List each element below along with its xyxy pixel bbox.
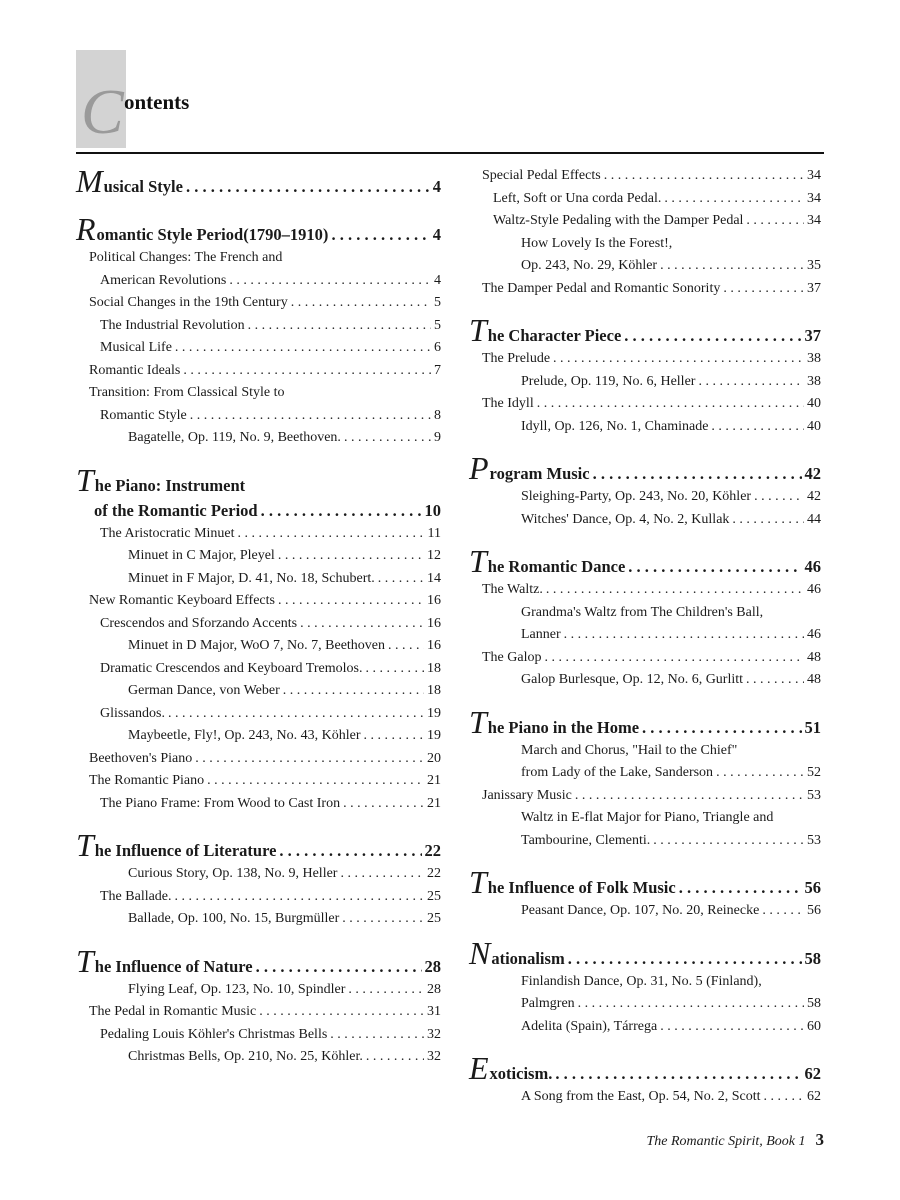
toc-entry	[469, 210, 821, 233]
leader-dots	[168, 703, 424, 726]
leader-dots	[229, 270, 431, 293]
toc-entry	[76, 523, 441, 546]
entry-title: New Romantic Keyboard Effects	[89, 593, 275, 608]
page-number: 22	[424, 841, 441, 860]
toc-entry-line	[469, 602, 821, 625]
toc-entry	[469, 188, 821, 211]
drop-cap-box	[76, 50, 126, 148]
entry-title: Musical Life	[100, 340, 172, 355]
leader-dots	[186, 174, 430, 199]
toc-entry-line	[469, 971, 821, 994]
page-number: 4	[432, 225, 441, 244]
toc-section	[76, 461, 441, 498]
section-initial: T	[76, 942, 94, 979]
page-number: 53	[807, 832, 821, 848]
toc-entry	[469, 486, 821, 509]
toc-entry	[469, 371, 821, 394]
section-title: he Romantic Dance	[487, 557, 626, 576]
leader-dots	[291, 292, 431, 315]
toc-section	[469, 1050, 821, 1086]
leader-dots	[207, 770, 424, 793]
leader-dots	[575, 785, 804, 808]
section-dates: (1790–1910)	[243, 225, 329, 244]
page-number: 31	[427, 1004, 441, 1019]
page-number: 28	[427, 981, 441, 997]
toc-entry	[76, 886, 441, 909]
toc-entry-line	[76, 247, 441, 270]
leader-dots	[642, 715, 801, 740]
toc-entry	[469, 762, 821, 785]
entry-title: Peasant Dance, Op. 107, No. 20, Reinecke	[521, 903, 760, 918]
toc-entry	[469, 278, 821, 301]
section-gap	[469, 852, 821, 864]
section-title: of the Romantic Period	[94, 500, 258, 520]
toc-left-column	[76, 165, 441, 1069]
entry-title: The Galop	[482, 649, 542, 665]
entry-title: Romantic Style	[100, 407, 187, 423]
entry-title: The Piano Frame: From Wood to Cast Iron	[100, 795, 341, 811]
entry-title: Special Pedal Effects	[482, 168, 601, 183]
toc-section	[469, 703, 821, 740]
toc-entry	[469, 416, 821, 439]
leader-dots	[564, 624, 804, 647]
toc-section	[76, 827, 441, 863]
section-gap	[76, 931, 441, 943]
section-title: he Piano in the Home	[487, 717, 640, 737]
entry-title: Op. 243, No. 29, Köhler	[521, 258, 658, 273]
page-number: 10	[424, 500, 441, 520]
entry-title: Lanner	[521, 627, 561, 642]
page-number: 9	[434, 430, 441, 445]
leader-dots	[348, 979, 424, 1002]
toc-section	[469, 934, 821, 971]
page-number: 51	[804, 717, 821, 737]
page-number: 60	[807, 1018, 821, 1034]
section-title: he Character Piece	[487, 326, 622, 345]
entry-title: A Song from the East, Op. 54, No. 2, Scott	[521, 1089, 761, 1104]
toc-entry	[76, 292, 441, 315]
page-number: 4	[434, 272, 441, 288]
leader-dots	[364, 725, 424, 748]
entry-title: The Industrial Revolution	[100, 317, 245, 333]
page-number: 16	[427, 638, 441, 653]
page-number: 12	[427, 548, 441, 563]
entry-title: Waltz-Style Pedaling with the Damper Pedal	[493, 213, 744, 228]
entry-title: Palmgren	[521, 996, 575, 1011]
entry-title: Political Changes: The French and	[89, 250, 283, 265]
entry-title: Bagatelle, Op. 119, No. 9, Beethoven.	[128, 430, 341, 445]
section-initial: E	[469, 1050, 489, 1086]
heading-rule	[76, 152, 824, 154]
toc-entry	[76, 979, 441, 1002]
leader-dots	[283, 680, 424, 703]
page-number: 58	[807, 996, 821, 1011]
section-title: usical Style	[103, 177, 183, 196]
leader-dots	[593, 461, 802, 486]
section-gap	[469, 923, 821, 935]
page-number: 25	[427, 888, 441, 904]
toc-entry	[76, 360, 441, 383]
entry-title: The Waltz.	[482, 582, 543, 597]
leader-dots	[732, 509, 804, 532]
leader-dots	[604, 165, 804, 188]
toc-entry	[76, 725, 441, 748]
leader-dots	[628, 554, 801, 579]
leader-dots	[555, 1061, 801, 1086]
page-number: 18	[427, 660, 441, 676]
page-number: 16	[427, 615, 441, 631]
entry-title: Social Changes in the 19th Century	[89, 295, 288, 310]
entry-title: Beethoven's Piano	[89, 750, 193, 766]
section-gap	[469, 300, 821, 312]
entry-title: Romantic Ideals	[89, 362, 181, 378]
page-number: 46	[804, 557, 821, 576]
entry-title: Finlandish Dance, Op. 31, No. 5 (Finland),	[521, 973, 762, 989]
page-number: 44	[807, 511, 821, 527]
toc-entry-line	[76, 382, 441, 405]
leader-dots	[716, 762, 804, 785]
page-number: 46	[807, 627, 821, 642]
toc-entry	[76, 545, 441, 568]
entry-title: from Lady of the Lake, Sanderson	[521, 765, 714, 780]
page-number: 25	[427, 911, 441, 926]
section-title: he Influence of Literature	[94, 841, 277, 860]
leader-dots	[578, 993, 804, 1016]
page-number: 56	[807, 903, 821, 918]
leader-dots	[238, 523, 425, 546]
section-initial: P	[469, 450, 489, 486]
toc-entry	[76, 703, 441, 726]
leader-dots	[537, 393, 804, 416]
entry-title: Minuet in C Major, Pleyel	[128, 548, 275, 563]
entry-title: Idyll, Op. 126, No. 1, Chaminade	[521, 418, 709, 434]
toc-entry	[469, 993, 821, 1016]
leader-dots	[754, 486, 804, 509]
toc-right-column	[469, 165, 821, 1109]
page-number: 58	[804, 948, 821, 968]
page-number: 20	[427, 750, 441, 766]
entry-title: Transition: From Classical Style to	[89, 385, 285, 400]
leader-dots	[762, 900, 804, 923]
entry-title: The Pedal in Romantic Music	[89, 1004, 257, 1019]
section-title: he Piano: Instrument	[94, 475, 246, 495]
toc-entry	[469, 579, 821, 602]
leader-dots	[546, 579, 804, 602]
entry-title: Flying Leaf, Op. 123, No. 10, Spindler	[128, 981, 346, 997]
section-gap	[76, 815, 441, 827]
page-number: 8	[434, 407, 441, 423]
entry-title: The Damper Pedal and Romantic Sonority	[482, 280, 721, 296]
toc-entry-line	[469, 233, 821, 256]
toc-entry	[76, 337, 441, 360]
toc-entry	[76, 427, 441, 450]
page-number: 3	[815, 1130, 824, 1149]
entry-title: Adelita (Spain), Tárrega	[521, 1018, 658, 1034]
entry-title: Tambourine, Clementi.	[521, 832, 651, 848]
page-number: 37	[807, 280, 821, 296]
section-gap	[469, 531, 821, 543]
page-number: 19	[427, 728, 441, 743]
leader-dots	[261, 498, 422, 523]
leader-dots	[568, 946, 802, 971]
toc-section	[469, 450, 821, 486]
toc-entry	[76, 748, 441, 771]
toc-entry	[76, 568, 441, 591]
entry-title: Sleighing-Party, Op. 243, No. 20, Köhler	[521, 489, 752, 504]
page-number: 28	[424, 956, 441, 976]
toc-entry	[76, 680, 441, 703]
leader-dots	[183, 360, 431, 383]
toc-entry	[76, 590, 441, 613]
toc-entry	[76, 270, 441, 293]
section-title: rogram Music	[489, 464, 590, 483]
section-initial: T	[469, 312, 487, 348]
footer-book-title: The Romantic Spirit, Book 1	[646, 1134, 806, 1149]
section-initial: T	[469, 703, 487, 740]
toc-entry	[469, 624, 821, 647]
entry-title: Waltz in E-flat Major for Piano, Triangle and	[521, 810, 774, 825]
entry-title: Galop Burlesque, Op. 12, No. 6, Gurlitt	[521, 672, 744, 687]
page-number: 34	[807, 168, 821, 183]
toc-entry	[76, 635, 441, 658]
toc-entry	[76, 613, 441, 636]
toc-entry	[76, 863, 441, 886]
entry-title: American Revolutions	[100, 272, 227, 288]
page-number: 18	[427, 683, 441, 698]
leader-dots	[660, 255, 804, 278]
contents-title: ontents	[124, 90, 190, 114]
page-number: 37	[804, 326, 821, 345]
page-number: 35	[807, 258, 821, 273]
page-number: 5	[434, 317, 441, 333]
toc-entry	[76, 908, 441, 931]
section-initial: R	[76, 211, 96, 247]
page-number: 52	[807, 765, 821, 780]
toc-entry	[76, 793, 441, 816]
leader-dots	[365, 658, 424, 681]
toc-entry	[469, 785, 821, 808]
toc-entry	[469, 1086, 821, 1109]
page-number: 19	[427, 705, 441, 721]
toc-entry-line	[469, 807, 821, 830]
page-number: 48	[807, 672, 821, 687]
entry-title: Christmas Bells, Op. 210, No. 25, Köhler.	[128, 1049, 363, 1064]
entry-title: German Dance, von Weber	[128, 683, 280, 698]
toc-entry	[76, 315, 441, 338]
leader-dots	[553, 348, 804, 371]
leader-dots	[698, 371, 804, 394]
toc-entry-line	[469, 740, 821, 763]
toc-entry	[469, 900, 821, 923]
entry-title: The Ballade.	[100, 888, 172, 904]
toc-entry	[76, 770, 441, 793]
entry-title: Minuet in F Major, D. 41, No. 18, Schubert.	[128, 570, 375, 586]
page-number: 14	[427, 570, 441, 586]
toc-entry	[76, 1046, 441, 1069]
leader-dots	[764, 1086, 804, 1109]
page-number: 34	[807, 190, 821, 206]
leader-dots	[340, 863, 424, 886]
page-number: 38	[807, 351, 821, 366]
page-number: 32	[427, 1049, 441, 1064]
leader-dots	[279, 838, 421, 863]
section-gap	[76, 199, 441, 211]
toc-entry	[76, 405, 441, 428]
page-number: 7	[434, 362, 441, 378]
toc-entry	[469, 669, 821, 692]
toc-section	[76, 211, 441, 247]
toc-section	[76, 942, 441, 979]
page-number: 4	[432, 177, 441, 196]
entry-title: Crescendos and Sforzando Accents	[100, 615, 298, 631]
entry-title: The Idyll	[482, 396, 534, 411]
entry-title: Janissary Music	[482, 787, 572, 803]
entry-title: Prelude, Op. 119, No. 6, Heller	[521, 373, 696, 389]
entry-title: Curious Story, Op. 138, No. 9, Heller	[128, 866, 338, 881]
leader-dots	[343, 793, 424, 816]
leader-dots	[259, 1001, 424, 1024]
leader-dots	[175, 337, 431, 360]
entry-title: Left, Soft or Una corda Pedal.	[493, 190, 662, 206]
section-initial: T	[76, 827, 94, 863]
leader-dots	[331, 222, 429, 247]
section-title: he Influence of Nature	[94, 956, 253, 976]
section-gap	[76, 450, 441, 462]
leader-dots	[660, 1016, 804, 1039]
entry-title: Minuet in D Major, WoO 7, No. 7, Beethoven	[128, 638, 386, 653]
leader-dots	[190, 405, 431, 428]
page-number: 40	[807, 418, 821, 434]
leader-dots	[344, 427, 431, 450]
leader-dots	[195, 748, 424, 771]
toc-entry	[469, 165, 821, 188]
leader-dots	[664, 188, 804, 211]
page-number: 62	[804, 1064, 821, 1083]
entry-title: How Lovely Is the Forest!,	[521, 235, 673, 251]
toc-entry	[469, 393, 821, 416]
leader-dots	[248, 315, 431, 338]
entry-title: Dramatic Crescendos and Keyboard Tremolos.	[100, 660, 363, 676]
entry-title: The Prelude	[482, 351, 551, 366]
toc-entry	[469, 830, 821, 853]
page-number: 48	[807, 649, 821, 665]
section-initial: N	[469, 934, 491, 971]
toc-section	[76, 163, 441, 199]
toc-section-continued	[76, 498, 441, 523]
section-initial: T	[469, 543, 487, 579]
page-number: 11	[427, 525, 441, 541]
toc-entry	[469, 1016, 821, 1039]
page-number: 21	[427, 773, 441, 788]
toc-entry	[76, 1024, 441, 1047]
entry-title: Grandma's Waltz from The Children's Ball,	[521, 604, 764, 620]
entry-title: March and Chorus, "Hail to the Chief"	[521, 742, 738, 758]
page-number: 5	[434, 295, 441, 310]
leader-dots	[746, 210, 804, 233]
leader-dots	[278, 590, 424, 613]
entry-title: Witches' Dance, Op. 4, No. 2, Kullak	[521, 511, 730, 527]
leader-dots	[388, 635, 424, 658]
toc-section	[469, 543, 821, 579]
leader-dots	[544, 647, 804, 670]
leader-dots	[624, 323, 801, 348]
leader-dots	[679, 875, 802, 900]
leader-dots	[366, 1046, 424, 1069]
section-title: he Influence of Folk Music	[487, 878, 676, 897]
page-number: 34	[807, 213, 821, 228]
leader-dots	[278, 545, 424, 568]
drop-cap-letter: C	[81, 76, 124, 147]
toc-entry	[469, 348, 821, 371]
toc-entry	[76, 658, 441, 681]
toc-section	[469, 864, 821, 900]
contents-heading	[76, 50, 190, 148]
page-number: 40	[807, 396, 821, 411]
leader-dots	[342, 908, 424, 931]
leader-dots	[330, 1024, 424, 1047]
leader-dots	[653, 830, 804, 853]
toc-entry	[469, 255, 821, 278]
section-initial: T	[469, 864, 487, 900]
section-title: omantic Style Period	[96, 225, 244, 244]
leader-dots	[378, 568, 424, 591]
entry-title: Pedaling Louis Köhler's Christmas Bells	[100, 1026, 328, 1042]
leader-dots	[711, 416, 804, 439]
page-number: 21	[427, 795, 441, 811]
page-footer	[646, 1130, 824, 1150]
leader-dots	[175, 886, 424, 909]
entry-title: The Romantic Piano	[89, 773, 205, 788]
leader-dots	[300, 613, 424, 636]
leader-dots	[256, 954, 422, 979]
toc-entry	[76, 1001, 441, 1024]
entry-title: The Aristocratic Minuet	[100, 525, 235, 541]
page-number: 42	[804, 464, 821, 483]
section-gap	[469, 438, 821, 450]
page-number: 46	[807, 582, 821, 597]
section-initial: T	[76, 461, 94, 498]
entry-title: Glissandos.	[100, 705, 165, 721]
page-number: 6	[434, 340, 441, 355]
leader-dots	[723, 278, 804, 301]
leader-dots	[746, 669, 804, 692]
page-number: 32	[427, 1026, 441, 1042]
page-number: 56	[804, 878, 821, 897]
page-number: 38	[807, 373, 821, 389]
page-number: 42	[807, 489, 821, 504]
section-initial: M	[76, 163, 103, 199]
page-number: 53	[807, 787, 821, 803]
page-number: 22	[427, 866, 441, 881]
page-number: 62	[807, 1089, 821, 1104]
entry-title: Maybeetle, Fly!, Op. 243, No. 43, Köhler	[128, 728, 361, 743]
entry-title: Ballade, Op. 100, No. 15, Burgmüller	[128, 911, 340, 926]
toc-entry	[469, 509, 821, 532]
section-title: ationalism	[491, 948, 565, 968]
section-title: xoticism.	[489, 1064, 553, 1083]
toc-entry	[469, 647, 821, 670]
toc-section	[469, 312, 821, 348]
page-number: 16	[427, 593, 441, 608]
section-gap	[469, 1038, 821, 1050]
section-gap	[469, 692, 821, 704]
